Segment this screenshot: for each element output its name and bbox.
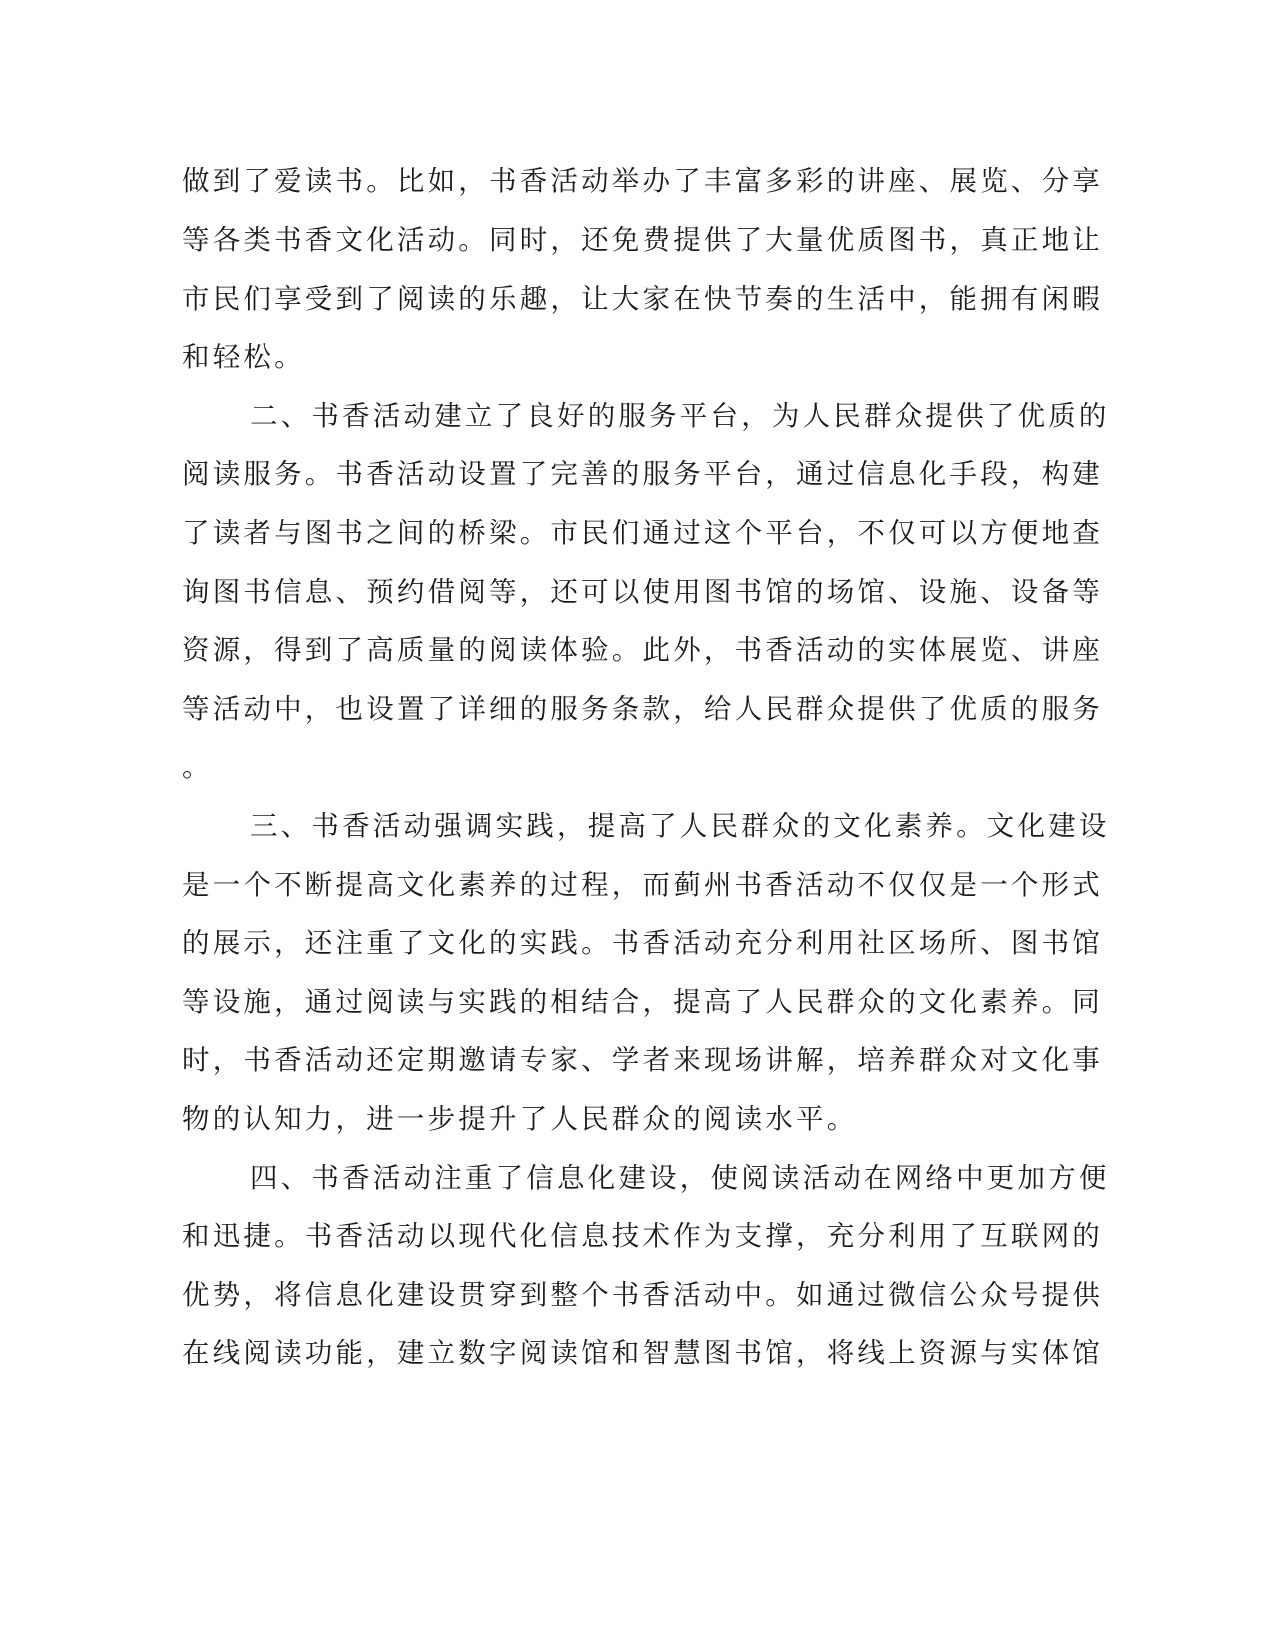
text-line: 的展示，还注重了文化的实践。书香活动充分利用社区场所、图书馆 (182, 927, 1103, 959)
text-line: 等各类书香文化活动。同时，还免费提供了大量优质图书，真正地让 (182, 224, 1103, 256)
paragraph-heading-line: 四、书香活动注重了信息化建设，使阅读活动在网络中更加方便 (250, 1162, 1110, 1194)
paragraph-heading-line: 二、书香活动建立了良好的服务平台，为人民群众提供了优质的 (250, 400, 1110, 432)
text-line: 优势，将信息化建设贯穿到整个书香活动中。如通过微信公众号提供 (182, 1279, 1103, 1311)
text-line: 是一个不断提高文化素养的过程，而蓟州书香活动不仅仅是一个形式 (182, 869, 1103, 901)
text-line: 等活动中，也设置了详细的服务条款，给人民群众提供了优质的服务 (182, 693, 1103, 725)
text-line: 做到了爱读书。比如，书香活动举办了丰富多彩的讲座、展览、分享 (182, 165, 1103, 197)
text-line: 市民们享受到了阅读的乐趣，让大家在快节奏的生活中，能拥有闲暇 (182, 283, 1103, 315)
text-line: 等设施，通过阅读与实践的相结合，提高了人民群众的文化素养。同 (182, 986, 1103, 1018)
text-line: 时，书香活动还定期邀请专家、学者来现场讲解，培养群众对文化事 (182, 1044, 1103, 1076)
text-line: 了读者与图书之间的桥梁。市民们通过这个平台，不仅可以方便地查 (182, 517, 1103, 549)
text-line: 资源，得到了高质量的阅读体验。此外，书香活动的实体展览、讲座 (182, 634, 1103, 666)
text-line: 询图书信息、预约借阅等，还可以使用图书馆的场馆、设施、设备等 (182, 576, 1103, 608)
text-line: 阅读服务。书香活动设置了完善的服务平台，通过信息化手段，构建 (182, 458, 1103, 490)
text-line: 。 (182, 751, 213, 783)
text-line: 物的认知力，进一步提升了人民群众的阅读水平。 (182, 1103, 858, 1135)
paragraph-heading-line: 三、书香活动强调实践，提高了人民群众的文化素养。文化建设 (250, 810, 1110, 842)
text-line: 在线阅读功能，建立数字阅读馆和智慧图书馆，将线上资源与实体馆 (182, 1337, 1103, 1369)
text-line: 和迅捷。书香活动以现代化信息技术作为支撑，充分利用了互联网的 (182, 1220, 1103, 1252)
text-line: 和轻松。 (182, 341, 305, 373)
